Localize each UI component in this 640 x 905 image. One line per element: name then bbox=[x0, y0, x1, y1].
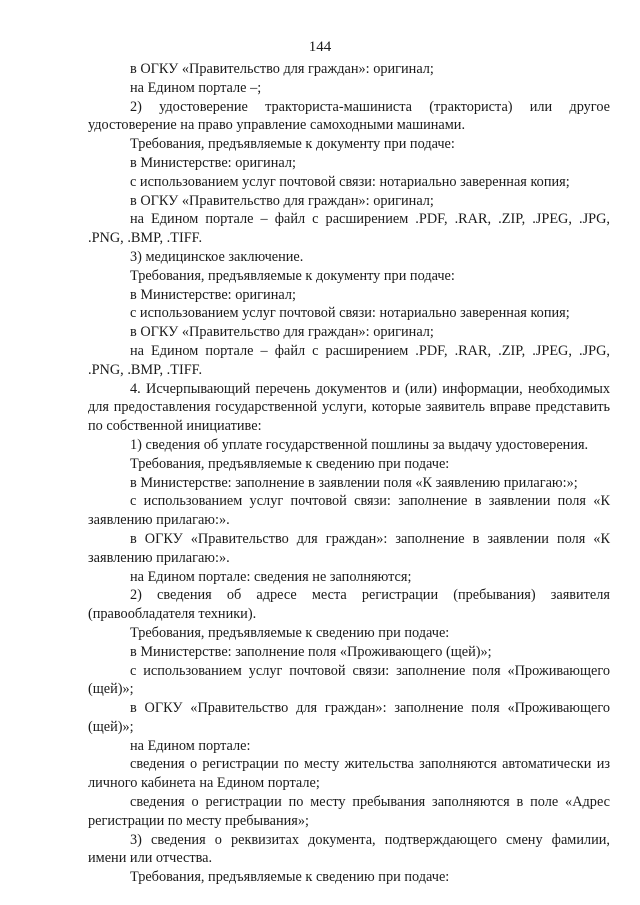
paragraph: на Едином портале – файл с расширением .PDF, .RAR, .ZIP, .JPEG, .JPG, .PNG, .BMP, .TIFF. bbox=[88, 342, 610, 378]
paragraph: с использованием услуг почтовой связи: нотариально заверенная копия; bbox=[130, 305, 570, 322]
paragraph: на Едином портале: bbox=[130, 737, 251, 754]
paragraph: Требования, предъявляемые к документу при подаче: bbox=[130, 136, 455, 153]
paragraph: в ОГКУ «Правительство для граждан»: заполнение в заявлении поля «К заявлению прилагаю:». bbox=[88, 530, 610, 566]
paragraph: с использованием услуг почтовой связи: нотариально заверенная копия; bbox=[130, 173, 570, 190]
paragraph: на Едином портале –; bbox=[130, 79, 262, 96]
paragraph: Требования, предъявляемые к документу при подаче: bbox=[130, 267, 455, 284]
paragraph: 4. Исчерпывающий перечень документов и (или) информации, необходимых для предоставления государственной услуги, которые заявитель вправе представить по собственной инициативе: bbox=[88, 380, 610, 435]
paragraph: Требования, предъявляемые к сведению при подаче: bbox=[130, 869, 450, 886]
paragraph: в ОГКУ «Правительство для граждан»: заполнение поля «Проживающего (щей)»; bbox=[88, 700, 610, 735]
page-number: 144 bbox=[308, 39, 332, 55]
paragraph: Требования, предъявляемые к сведению при подаче: bbox=[130, 624, 450, 641]
paragraph: сведения о регистрации по месту пребывания заполняются в поле «Адрес регистрации по месту пребывания»; bbox=[88, 794, 610, 829]
document-body bbox=[88, 60, 610, 887]
paragraph: в Министерстве: заполнение поля «Проживающего (щей)»; bbox=[130, 643, 492, 660]
paragraph: на Едином портале: сведения не заполняются; bbox=[130, 568, 412, 585]
paragraph: 2) удостоверение тракториста-машиниста (тракториста) или другое удостоверение на право управление самоходными машинами. bbox=[88, 98, 610, 134]
paragraph: 1) сведения об уплате государственной пошлины за выдачу удостоверения. bbox=[130, 436, 589, 453]
paragraph: в Министерстве: заполнение в заявлении поля «К заявлению прилагаю:»; bbox=[130, 474, 578, 491]
paragraph: с использованием услуг почтовой связи: заполнение в заявлении поля «К заявлению прилагаю:». bbox=[88, 493, 610, 529]
paragraph: сведения о регистрации по месту жительства заполняются автоматически из личного кабинета на Едином портале; bbox=[88, 756, 610, 792]
paragraph: в Министерстве: оригинал; bbox=[130, 154, 296, 171]
paragraph: 2) сведения об адресе места регистрации (пребывания) заявителя (правообладателя техники). bbox=[88, 587, 610, 623]
paragraph: Требования, предъявляемые к сведению при подаче: bbox=[130, 455, 450, 472]
paragraph: на Едином портале – файл с расширением .PDF, .RAR, .ZIP, .JPEG, .JPG, .PNG, .BMP, .TIFF. bbox=[88, 211, 610, 247]
paragraph: в ОГКУ «Правительство для граждан»: оригинал; bbox=[130, 61, 434, 77]
paragraph: в ОГКУ «Правительство для граждан»: оригинал; bbox=[130, 192, 434, 209]
paragraph: в Министерстве: оригинал; bbox=[130, 286, 296, 303]
paragraph: в ОГКУ «Правительство для граждан»: оригинал; bbox=[130, 324, 434, 341]
paragraph: с использованием услуг почтовой связи: заполнение поля «Проживающего (щей)»; bbox=[88, 662, 610, 698]
paragraph: 3) сведения о реквизитах документа, подтверждающего смену фамилии, имени или отчества. bbox=[88, 831, 610, 867]
paragraph: 3) медицинское заключение. bbox=[130, 248, 304, 265]
